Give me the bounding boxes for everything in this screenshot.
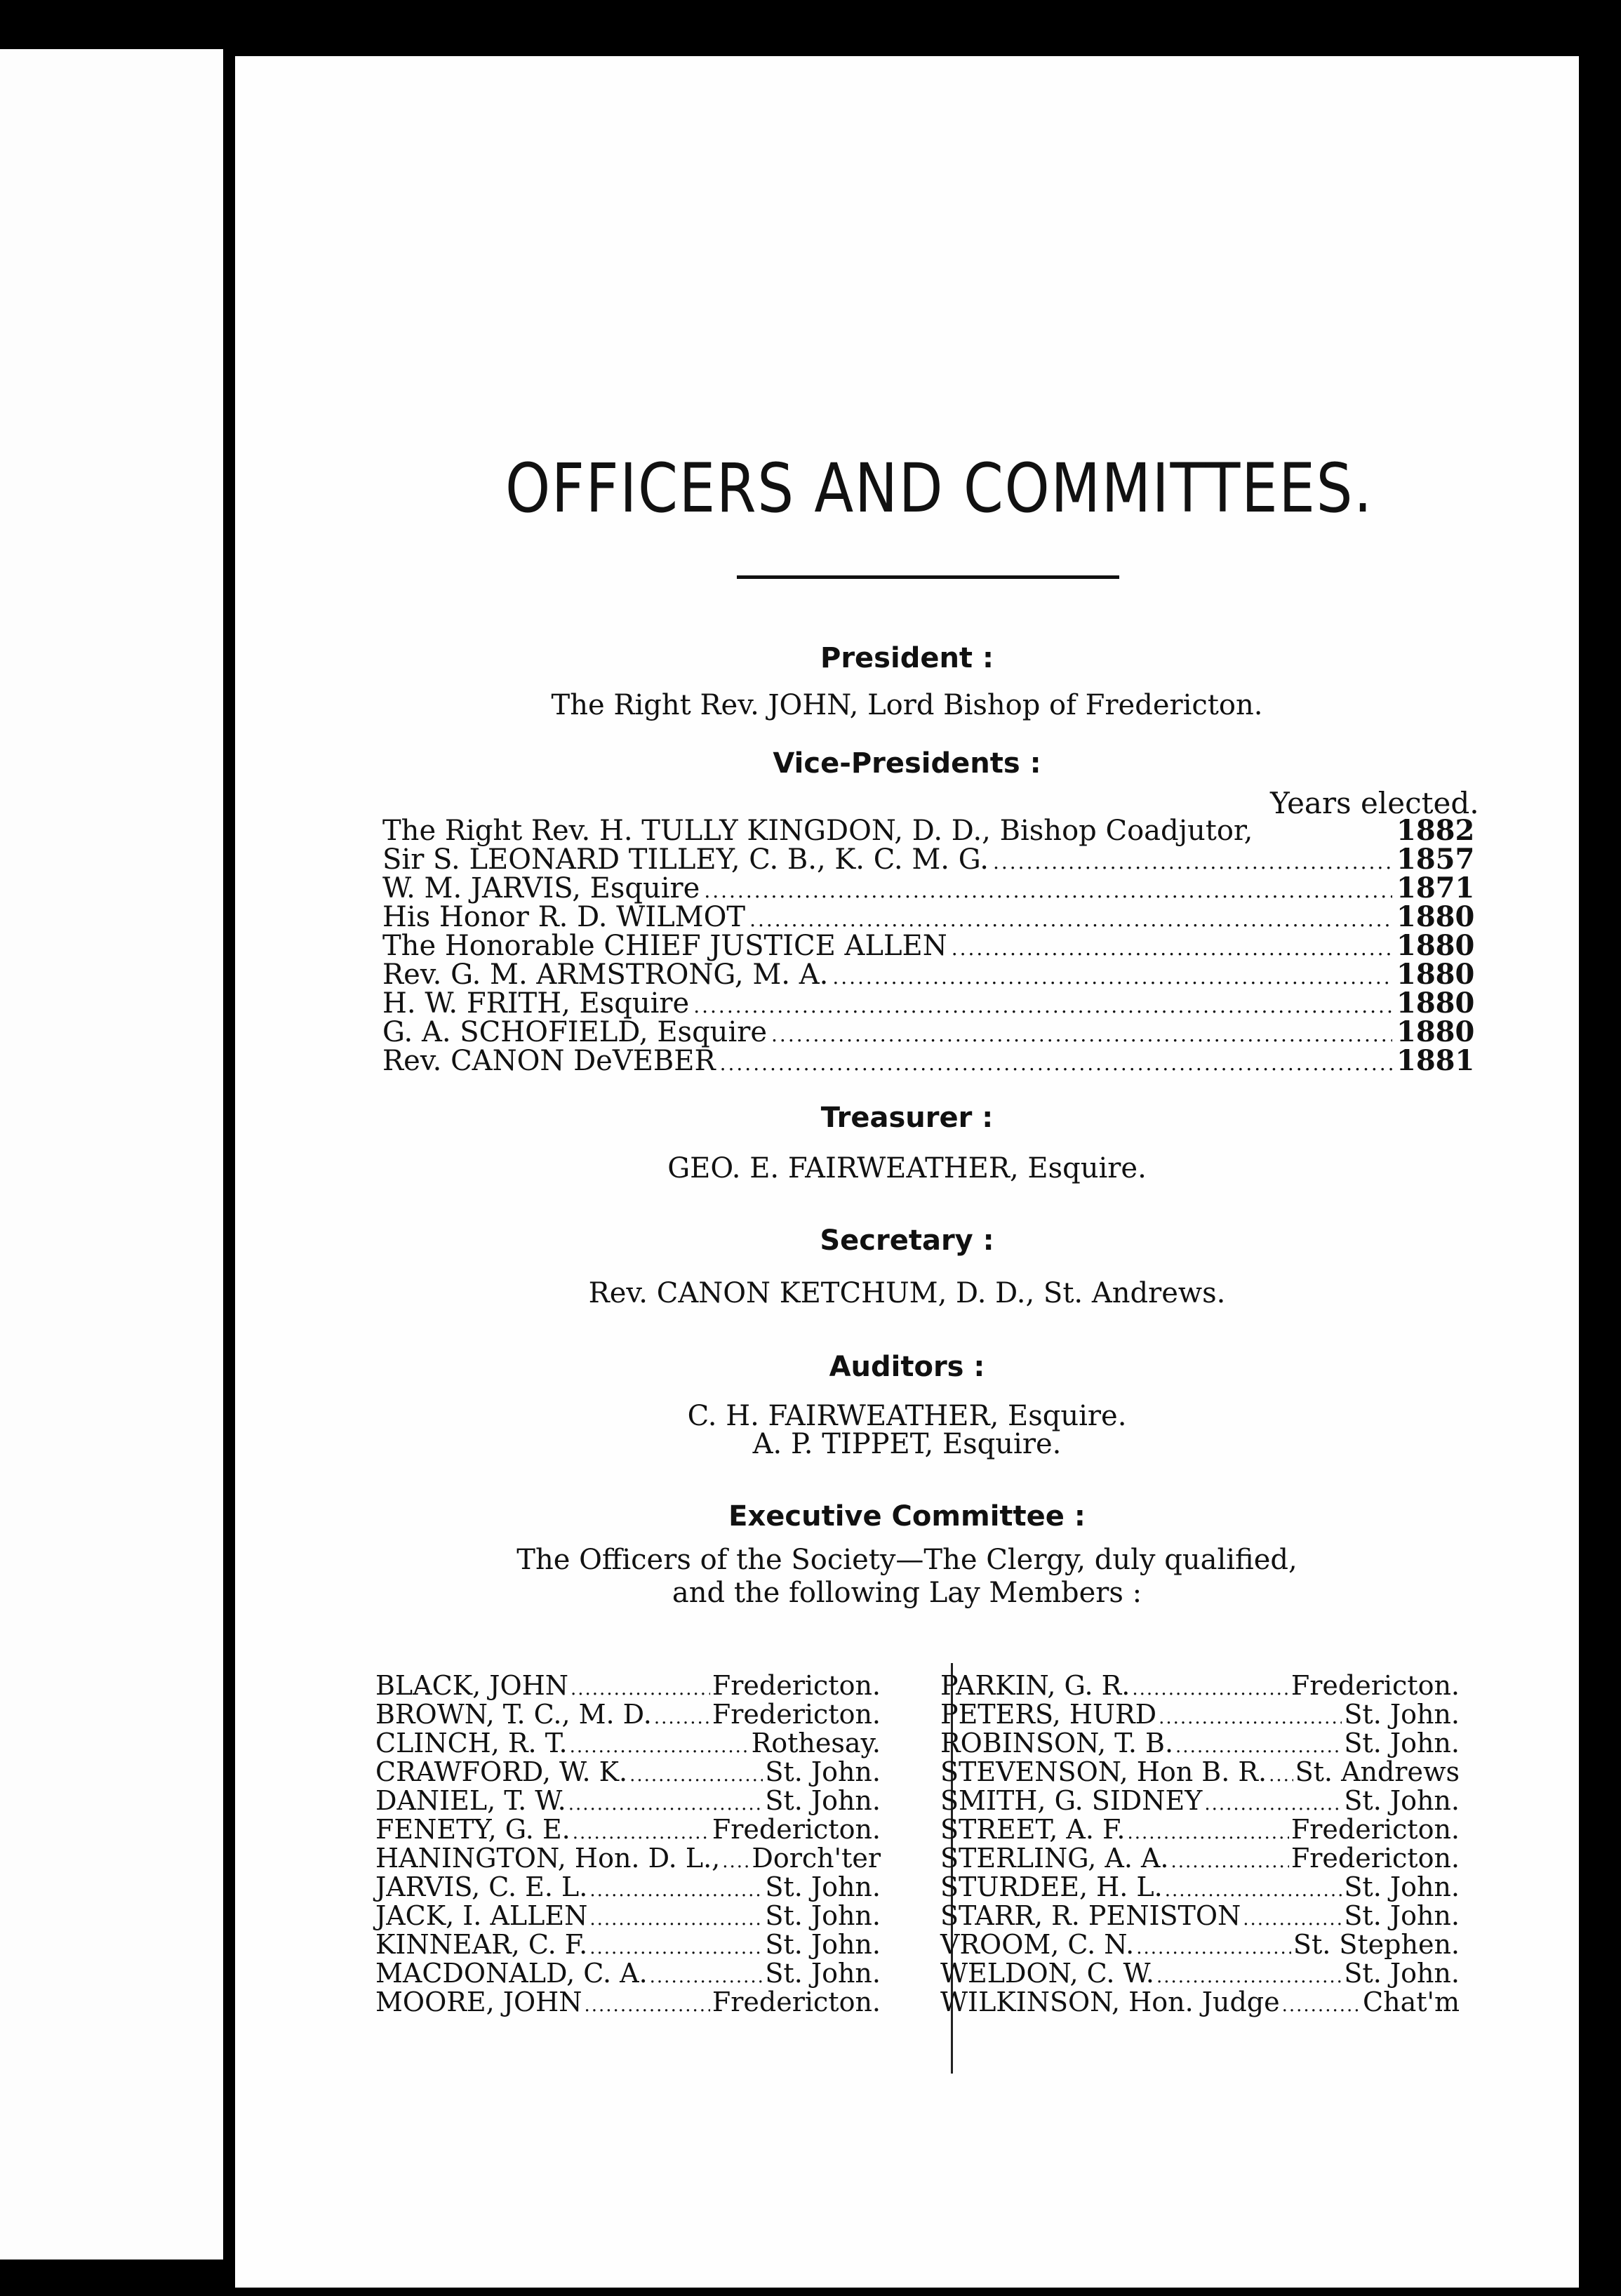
facing-page <box>0 49 223 2260</box>
dot-leader <box>952 937 1392 960</box>
dot-leader <box>1175 1736 1342 1757</box>
vice-president-name: Sir S. LEONARD TILLEY, C. B., K. C. M. G. <box>382 843 989 876</box>
lay-member-place: Rothesay. <box>751 1728 881 1758</box>
lay-member-place: St. John. <box>765 1900 881 1931</box>
dot-leader <box>1282 1995 1361 2016</box>
executive-committee-heading: Executive Committee : <box>728 1500 1086 1533</box>
dot-leader <box>589 1880 763 1901</box>
vice-president-row <box>382 843 1475 876</box>
year-elected: 1880 <box>1396 987 1475 1020</box>
auditors-heading: Auditors : <box>829 1351 985 1383</box>
lay-member-name: BROWN, T. C., M. D. <box>375 1699 652 1730</box>
dot-leader <box>1159 1707 1342 1728</box>
vice-president-row <box>382 872 1475 905</box>
lay-member-row <box>940 1843 1460 1874</box>
lay-member-row <box>375 1987 881 2015</box>
lay-member-row <box>375 1756 881 1785</box>
year-elected: 1880 <box>1396 1015 1475 1048</box>
lay-member-place: Chat'm <box>1363 1987 1460 2017</box>
vice-presidents-heading: Vice-Presidents : <box>773 747 1041 780</box>
dot-leader <box>1243 1909 1342 1930</box>
lay-member-place: St. John. <box>765 1929 881 1960</box>
lay-member-name: HANINGTON, Hon. D. L., <box>375 1843 721 1874</box>
vice-president-name: Rev. G. M. ARMSTRONG, M. A. <box>382 959 829 991</box>
lay-member-row <box>940 1728 1460 1756</box>
lay-members-left-column <box>375 1670 881 2015</box>
lay-member-row <box>940 1785 1460 1814</box>
lay-member-row <box>940 1814 1460 1843</box>
lay-member-row <box>940 1900 1460 1929</box>
vice-president-row <box>382 987 1475 1020</box>
lay-member-row <box>375 1929 881 1958</box>
year-elected: 1871 <box>1396 872 1475 905</box>
lay-member-place: Fredericton. <box>712 1987 881 2017</box>
dot-leader <box>722 1851 749 1872</box>
vice-presidents-list <box>382 814 1475 1077</box>
lay-member-place: St. John. <box>1344 1785 1460 1816</box>
lay-member-row <box>375 1670 881 1699</box>
lay-member-row <box>375 1900 881 1929</box>
dot-leader <box>1132 1678 1288 1700</box>
lay-member-row <box>940 1756 1460 1785</box>
lay-member-place: Fredericton. <box>1290 1814 1460 1845</box>
lay-member-place: St. John. <box>765 1871 881 1902</box>
vice-president-name: Rev. CANON DeVEBER <box>382 1045 716 1077</box>
year-elected: 1881 <box>1396 1044 1475 1077</box>
year-elected: 1882 <box>1396 814 1475 847</box>
lay-member-name: STURDEE, H. L. <box>940 1871 1163 1902</box>
lay-member-name: PETERS, HURD <box>940 1699 1157 1730</box>
lay-members-right-column <box>940 1670 1460 2015</box>
year-elected: 1880 <box>1396 958 1475 991</box>
lay-member-place: St. John. <box>1344 1871 1460 1902</box>
lay-member-place: Fredericton. <box>712 1670 881 1701</box>
title-rule <box>737 575 1119 579</box>
lay-member-name: PARKIN, G. R. <box>940 1670 1130 1701</box>
lay-member-name: STREET, A. F. <box>940 1814 1126 1845</box>
executive-committee-intro: The Officers of the Society—The Clergy, duly qualified, <box>516 1544 1298 1576</box>
lay-member-row <box>375 1785 881 1814</box>
lay-member-row <box>940 1929 1460 1958</box>
lay-member-place: St. John. <box>1344 1900 1460 1931</box>
lay-member-place: St. John. <box>765 1756 881 1787</box>
secretary-name: Rev. CANON KETCHUM, D. D., St. Andrews. <box>588 1277 1226 1309</box>
lay-member-name: CRAWFORD, W. K. <box>375 1756 628 1787</box>
auditor-name: C. H. FAIRWEATHER, Esquire. <box>687 1400 1127 1432</box>
dot-leader <box>654 1707 710 1728</box>
dot-leader <box>1165 1880 1342 1901</box>
lay-member-name: WELDON, C. W. <box>940 1958 1155 1989</box>
lay-member-name: FENETY, G. E. <box>375 1814 571 1845</box>
lay-member-name: STERLING, A. A. <box>940 1843 1169 1874</box>
year-elected: 1880 <box>1396 900 1475 933</box>
executive-committee-intro-2: and the following Lay Members : <box>672 1577 1142 1609</box>
lay-member-row <box>375 1699 881 1728</box>
lay-member-place: St. John. <box>765 1958 881 1989</box>
years-elected-label: Years elected. <box>1270 786 1479 820</box>
document-page <box>235 56 1579 2288</box>
vice-president-name: H. W. FRITH, Esquire <box>382 987 690 1020</box>
treasurer-heading: Treasurer : <box>820 1102 994 1134</box>
lay-member-name: CLINCH, R. T. <box>375 1728 568 1758</box>
lay-member-name: WILKINSON, Hon. Judge <box>940 1987 1280 2017</box>
treasurer-name: GEO. E. FAIRWEATHER, Esquire. <box>667 1152 1147 1184</box>
lay-member-row <box>940 1958 1460 1987</box>
lay-member-row <box>375 1843 881 1874</box>
lay-member-row <box>375 1814 881 1843</box>
dot-leader <box>568 1794 763 1815</box>
president-name: The Right Rev. JOHN, Lord Bishop of Fredericton. <box>551 689 1263 721</box>
vice-president-name: His Honor R. D. WILMOT <box>382 901 746 933</box>
lay-member-name: SMITH, G. SIDNEY <box>940 1785 1203 1816</box>
lay-member-name: JARVIS, C. E. L. <box>375 1871 588 1902</box>
lay-member-place: St. Andrews <box>1295 1756 1460 1787</box>
lay-member-name: DANIEL, T. W. <box>375 1785 566 1816</box>
lay-member-row <box>940 1871 1460 1900</box>
lay-member-row <box>375 1728 881 1756</box>
dot-leader <box>749 908 1392 931</box>
lay-member-place: Fredericton. <box>1290 1843 1460 1874</box>
lay-member-row <box>940 1987 1460 2015</box>
vice-president-name: The Right Rev. H. TULLY KINGDON, D. D., Bishop Coadjutor, <box>382 815 1253 847</box>
vice-president-row <box>382 929 1475 962</box>
lay-member-place: St. John. <box>1344 1728 1460 1758</box>
year-elected: 1880 <box>1396 929 1475 962</box>
lay-member-name: STEVENSON, Hon B. R. <box>940 1756 1267 1787</box>
lay-member-row <box>940 1670 1460 1699</box>
year-elected: 1857 <box>1396 843 1475 876</box>
vice-president-row <box>382 1044 1475 1077</box>
dot-leader <box>832 966 1392 989</box>
dot-leader <box>1128 1822 1289 1843</box>
lay-member-row <box>375 1871 881 1900</box>
dot-leader <box>720 1052 1392 1075</box>
lay-member-row <box>375 1958 881 1987</box>
lay-member-place: St. John. <box>1344 1699 1460 1730</box>
vice-president-name: G. A. SCHOFIELD, Esquire <box>382 1016 768 1048</box>
lay-member-place: Fredericton. <box>1290 1670 1460 1701</box>
dot-leader <box>629 1765 763 1786</box>
lay-member-name: VROOM, C. N. <box>940 1929 1135 1960</box>
dot-leader <box>1136 1937 1291 1958</box>
lay-member-name: STARR, R. PENISTON <box>940 1900 1241 1931</box>
dot-leader <box>570 1736 749 1757</box>
lay-member-place: St. John. <box>765 1785 881 1816</box>
lay-member-place: Fredericton. <box>712 1814 881 1845</box>
vice-president-name: The Honorable CHIEF JUSTICE ALLEN <box>382 930 947 962</box>
dot-leader <box>1171 1851 1289 1872</box>
dot-leader <box>1269 1765 1293 1786</box>
auditor-name: A. P. TIPPET, Esquire. <box>752 1428 1062 1460</box>
vice-president-row <box>382 1015 1475 1048</box>
lay-member-row <box>940 1699 1460 1728</box>
vice-president-row <box>382 900 1475 933</box>
dot-leader <box>573 1822 710 1843</box>
dot-leader <box>571 1678 710 1700</box>
lay-member-name: ROBINSON, T. B. <box>940 1728 1174 1758</box>
vice-president-row <box>382 814 1475 847</box>
lay-member-place: Dorch'ter <box>752 1843 881 1874</box>
vice-president-name: W. M. JARVIS, Esquire <box>382 872 700 905</box>
dot-leader <box>1204 1794 1342 1815</box>
dot-leader <box>993 850 1392 874</box>
lay-member-name: MOORE, JOHN <box>375 1987 582 2017</box>
dot-leader <box>650 1966 763 1987</box>
secretary-heading: Secretary : <box>820 1224 994 1257</box>
president-heading: President : <box>820 642 994 674</box>
dot-leader <box>1156 1966 1342 1987</box>
dot-leader <box>585 1995 710 2016</box>
lay-member-place: Fredericton. <box>712 1699 881 1730</box>
vice-president-row <box>382 958 1475 991</box>
lay-member-name: JACK, I. ALLEN <box>375 1900 588 1931</box>
lay-member-place: St. John. <box>1344 1958 1460 1989</box>
dot-leader <box>693 994 1392 1017</box>
lay-member-name: BLACK, JOHN <box>375 1670 568 1701</box>
dot-leader <box>589 1909 763 1930</box>
dot-leader <box>704 879 1392 902</box>
dot-leader <box>589 1937 763 1958</box>
dot-leader <box>771 1023 1392 1046</box>
lay-member-name: KINNEAR, C. F. <box>375 1929 588 1960</box>
lay-member-name: MACDONALD, C. A. <box>375 1958 648 1989</box>
lay-member-place: St. Stephen. <box>1293 1929 1460 1960</box>
page-title: OFFICERS AND COMMITTEES. <box>505 449 1373 528</box>
